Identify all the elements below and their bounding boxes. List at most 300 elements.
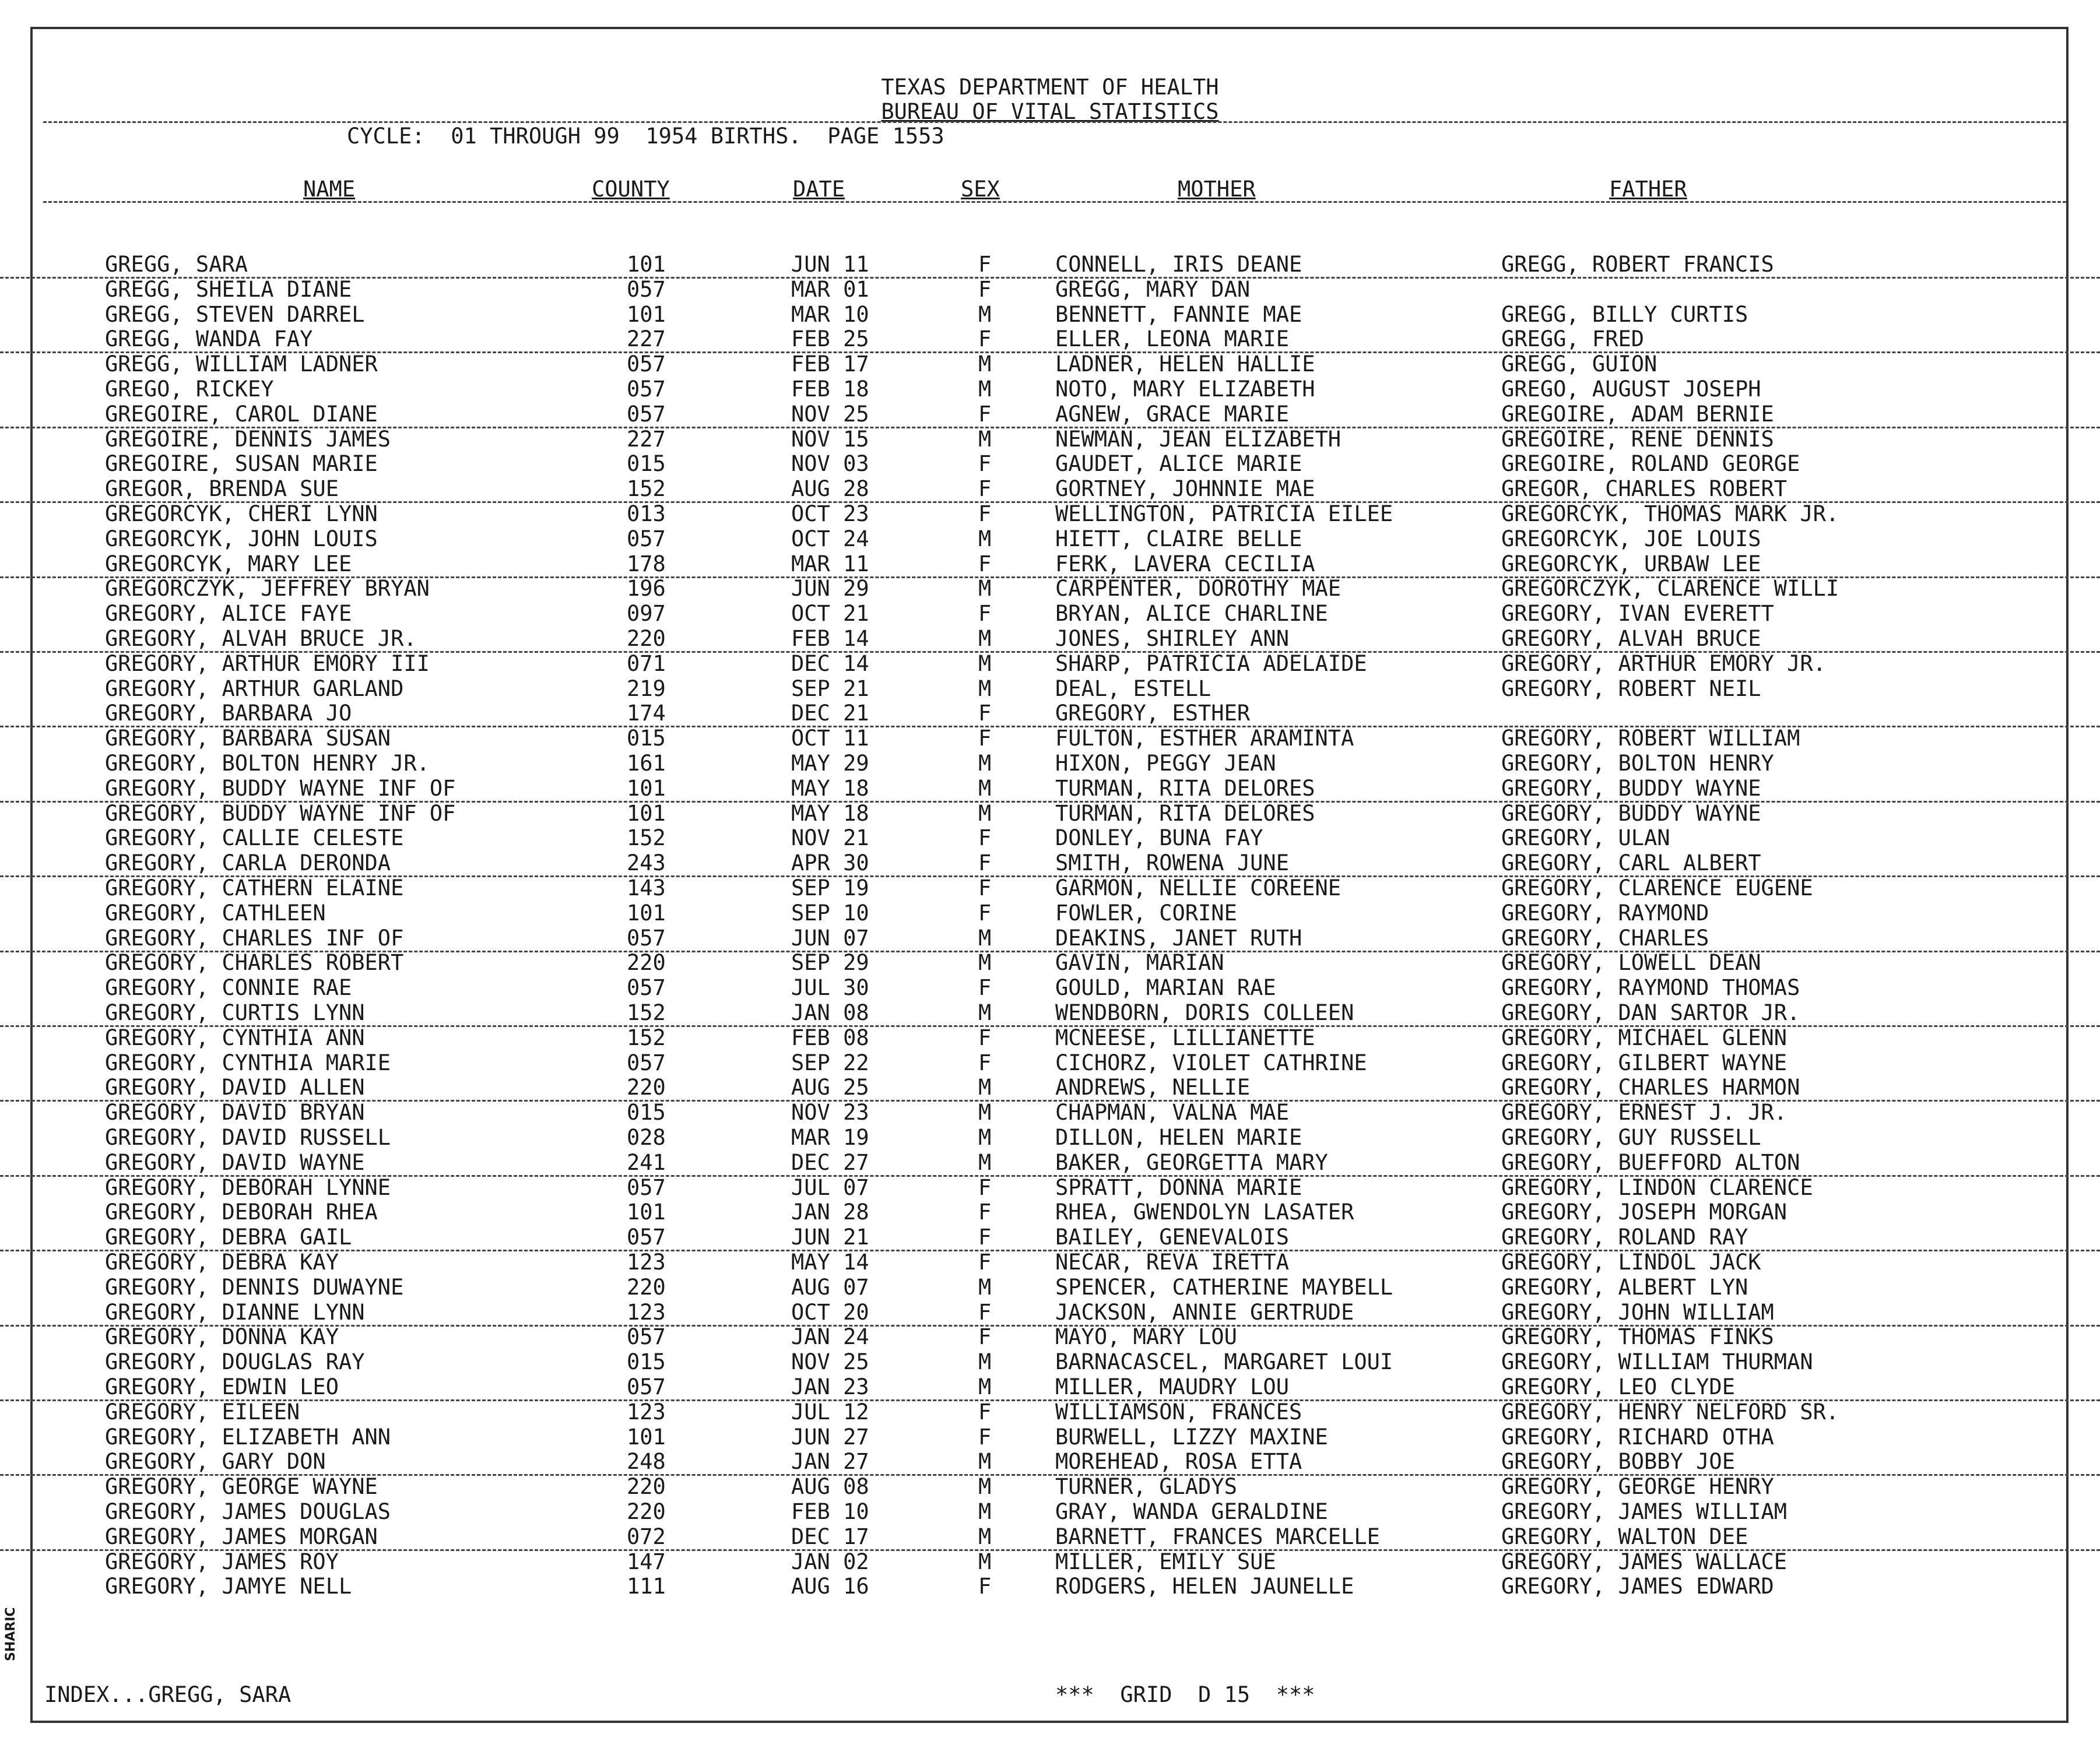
table-row <box>0 1425 2100 1450</box>
cell-date: MAR 11 <box>791 551 869 576</box>
cell-father: GREGORY, RAYMOND <box>1501 900 1709 926</box>
cell-sex: M <box>978 1374 992 1399</box>
table-row <box>0 252 2100 279</box>
table-row <box>0 476 2100 503</box>
cell-mother: GREGORY, ESTHER <box>1055 701 1251 726</box>
cell-mother: WELLINGTON, PATRICIA EILEE <box>1055 501 1393 526</box>
cell-sex: M <box>978 650 992 676</box>
cell-father: GREGORY, GEORGE HENRY <box>1501 1474 1774 1500</box>
cell-mother: MCNEESE, LILLIANETTE <box>1055 1025 1315 1050</box>
cell-mother: NECAR, REVA IRETTA <box>1055 1250 1289 1275</box>
cell-mother: WENDBORN, DORIS COLLEEN <box>1055 1000 1354 1025</box>
cell-county: 101 <box>627 800 666 826</box>
cell-date: JAN 24 <box>791 1324 869 1350</box>
cell-date: JAN 02 <box>791 1549 869 1574</box>
cell-mother: GARMON, NELLIE COREENE <box>1055 875 1342 901</box>
cell-father: GREGORY, LINDOL JACK <box>1501 1250 1761 1275</box>
cell-name: GREGORY, DAVID RUSSELL <box>105 1125 391 1150</box>
cell-sex: F <box>978 900 992 926</box>
cell-sex: M <box>978 1274 992 1300</box>
cell-mother: JACKSON, ANNIE GERTRUDE <box>1055 1299 1354 1325</box>
cell-father: GREGORY, GUY RUSSELL <box>1501 1125 1761 1150</box>
cell-name: GREGOR, BRENDA SUE <box>105 476 339 502</box>
cell-father: GREGORCYK, URBAW LEE <box>1501 551 1761 576</box>
cell-mother: CHAPMAN, VALNA MAE <box>1055 1100 1289 1126</box>
cell-mother: CARPENTER, DOROTHY MAE <box>1055 576 1342 602</box>
cell-mother: DONLEY, BUNA FAY <box>1055 825 1263 851</box>
cell-name: GREGORY, BARBARA JO <box>105 701 352 726</box>
cell-date: FEB 08 <box>791 1025 869 1050</box>
table-row <box>0 1175 2100 1200</box>
cell-father: GREGG, BILLY CURTIS <box>1501 301 1748 327</box>
cell-father: GREGORY, ARTHUR EMORY JR. <box>1501 650 1826 676</box>
cell-county: 072 <box>627 1524 666 1549</box>
cell-county: 057 <box>627 1174 666 1200</box>
table-row <box>0 1025 2100 1050</box>
cell-date: DEC 27 <box>791 1149 869 1175</box>
cell-name: GREGORCYK, CHERI LYNN <box>105 501 378 526</box>
cell-sex: M <box>978 1474 992 1500</box>
cell-county: 220 <box>627 950 666 976</box>
col-header-mother: MOTHER <box>1178 177 1256 202</box>
cell-mother: SHARP, PATRICIA ADELAIDE <box>1055 650 1367 676</box>
cell-name: GREGORY, JAMYE NELL <box>105 1574 352 1599</box>
cell-name: GREGORCZYK, JEFFREY BRYAN <box>105 576 430 602</box>
cell-name: GREGOIRE, SUSAN MARIE <box>105 451 378 477</box>
table-row <box>0 451 2100 476</box>
bureau-title: BUREAU OF VITAL STATISTICS <box>881 99 1219 124</box>
cell-date: MAY 14 <box>791 1250 869 1275</box>
table-row <box>0 776 2100 803</box>
cell-mother: JONES, SHIRLEY ANN <box>1055 626 1289 651</box>
cell-mother: GAUDET, ALICE MARIE <box>1055 451 1302 477</box>
cell-mother: BURWELL, LIZZY MAXINE <box>1055 1424 1328 1450</box>
cell-mother: RHEA, GWENDOLYN LASATER <box>1055 1200 1354 1225</box>
table-row <box>0 576 2100 601</box>
cell-name: GREGORY, CHARLES ROBERT <box>105 950 404 976</box>
cell-county: 057 <box>627 975 666 1001</box>
table-row <box>0 1324 2100 1349</box>
cell-father: GREGORY, THOMAS FINKS <box>1501 1324 1774 1350</box>
cell-date: NOV 21 <box>791 825 869 851</box>
cell-county: 057 <box>627 276 666 302</box>
cell-sex: M <box>978 1000 992 1025</box>
table-row <box>0 427 2100 452</box>
table-row <box>0 850 2100 877</box>
cell-sex: M <box>978 526 992 551</box>
cell-mother: TURMAN, RITA DELORES <box>1055 800 1315 826</box>
cell-sex: M <box>978 626 992 651</box>
cell-date: MAY 29 <box>791 751 869 776</box>
cell-mother: TURMAN, RITA DELORES <box>1055 775 1315 801</box>
cell-father: GREGG, ROBERT FRANCIS <box>1501 252 1774 277</box>
cell-father: GREGORY, ROBERT WILLIAM <box>1501 726 1800 751</box>
cell-county: 101 <box>627 775 666 801</box>
cell-mother: BARNETT, FRANCES MARCELLE <box>1055 1524 1380 1549</box>
table-row <box>0 1499 2100 1524</box>
table-row <box>0 1474 2100 1499</box>
cell-sex: M <box>978 1449 992 1475</box>
cell-mother: ELLER, LEONA MARIE <box>1055 326 1289 352</box>
cell-mother: GRAY, WANDA GERALDINE <box>1055 1499 1328 1524</box>
cell-mother: DEAKINS, JANET RUTH <box>1055 925 1302 951</box>
cell-date: JAN 28 <box>791 1200 869 1225</box>
table-row <box>0 626 2100 653</box>
cell-county: 219 <box>627 676 666 701</box>
footer-index: INDEX...GREGG, SARA <box>44 1682 292 1707</box>
cell-sex: M <box>978 751 992 776</box>
cell-mother: TURNER, GLADYS <box>1055 1474 1237 1500</box>
cell-father: GREGG, GUION <box>1501 351 1657 377</box>
cell-sex: F <box>978 1399 992 1425</box>
cell-mother: LADNER, HELEN HALLIE <box>1055 351 1315 377</box>
cell-date: MAR 19 <box>791 1125 869 1150</box>
cell-date: OCT 20 <box>791 1299 869 1325</box>
cell-name: GREGORY, CATHERN ELAINE <box>105 875 404 901</box>
table-row <box>0 825 2100 850</box>
cell-name: GREGORY, BOLTON HENRY JR. <box>105 751 430 776</box>
cell-name: GREGORY, CALLIE CELESTE <box>105 825 404 851</box>
cell-sex: M <box>978 426 992 452</box>
cell-county: 057 <box>627 401 666 427</box>
cell-name: GREGORY, JAMES MORGAN <box>105 1524 378 1549</box>
cell-date: FEB 14 <box>791 626 869 651</box>
cell-date: AUG 16 <box>791 1574 869 1599</box>
cell-date: JUN 21 <box>791 1225 869 1250</box>
cell-county: 111 <box>627 1574 666 1599</box>
cell-date: MAY 18 <box>791 800 869 826</box>
cell-name: GREGG, STEVEN DARREL <box>105 301 365 327</box>
cell-date: SEP 10 <box>791 900 869 926</box>
cell-mother: HIETT, CLAIRE BELLE <box>1055 526 1302 551</box>
cell-name: GREGOIRE, CAROL DIANE <box>105 401 378 427</box>
cell-name: GREGORY, CHARLES INF OF <box>105 925 404 951</box>
cell-county: 013 <box>627 501 666 526</box>
cell-mother: FULTON, ESTHER ARAMINTA <box>1055 726 1354 751</box>
cell-father: GREGORY, ROLAND RAY <box>1501 1225 1748 1250</box>
cell-father: GREGORY, IVAN EVERETT <box>1501 601 1774 627</box>
table-row <box>0 701 2100 727</box>
cell-county: 220 <box>627 1474 666 1500</box>
cell-mother: GORTNEY, JOHNNIE MAE <box>1055 476 1315 502</box>
cell-sex: F <box>978 1174 992 1200</box>
cell-county: 152 <box>627 1025 666 1050</box>
cell-date: JUL 12 <box>791 1399 869 1425</box>
cell-mother: GREGG, MARY DAN <box>1055 276 1251 302</box>
cell-county: 152 <box>627 476 666 502</box>
cell-name: GREGORY, BUDDY WAYNE INF OF <box>105 775 456 801</box>
cell-date: MAR 01 <box>791 276 869 302</box>
table-row <box>0 302 2100 327</box>
table-row <box>0 501 2100 526</box>
table-row <box>0 277 2100 302</box>
cell-date: SEP 22 <box>791 1050 869 1075</box>
cell-sex: F <box>978 1225 992 1250</box>
side-label: SHARIC <box>3 1607 18 1661</box>
cell-sex: M <box>978 676 992 701</box>
cell-county: 178 <box>627 551 666 576</box>
cell-sex: F <box>978 451 992 477</box>
cell-name: GREGORCYK, MARY LEE <box>105 551 352 576</box>
cell-name: GREGG, SHEILA DIANE <box>105 276 352 302</box>
cell-mother: MILLER, MAUDRY LOU <box>1055 1374 1289 1399</box>
cell-father: GREGORY, CARL ALBERT <box>1501 850 1761 876</box>
cell-county: 220 <box>627 1499 666 1524</box>
cell-mother: FERK, LAVERA CECILIA <box>1055 551 1315 576</box>
cell-sex: M <box>978 1349 992 1375</box>
cell-mother: DEAL, ESTELL <box>1055 676 1211 701</box>
cell-sex: M <box>978 1149 992 1175</box>
cell-sex: M <box>978 1075 992 1100</box>
table-row <box>0 1300 2100 1327</box>
cell-name: GREGORY, DEBORAH LYNNE <box>105 1174 391 1200</box>
cell-mother: BAILEY, GENEVALOIS <box>1055 1225 1289 1250</box>
cell-county: 227 <box>627 426 666 452</box>
table-row <box>0 1549 2100 1574</box>
cell-name: GREGORY, GEORGE WAYNE <box>105 1474 378 1500</box>
cell-county: 101 <box>627 301 666 327</box>
cell-county: 057 <box>627 351 666 377</box>
cell-name: GREGORY, ARTHUR EMORY III <box>105 650 430 676</box>
cell-date: JAN 23 <box>791 1374 869 1399</box>
cell-name: GREGORY, ELIZABETH ANN <box>105 1424 391 1450</box>
cell-father: GREGORY, MICHAEL GLENN <box>1501 1025 1788 1050</box>
cell-county: 220 <box>627 1075 666 1100</box>
cell-county: 227 <box>627 326 666 352</box>
table-row <box>0 377 2100 402</box>
cell-county: 101 <box>627 1200 666 1225</box>
cell-date: JUN 29 <box>791 576 869 602</box>
cell-name: GREGORY, CYNTHIA MARIE <box>105 1050 391 1075</box>
cell-father: GREGORY, GILBERT WAYNE <box>1501 1050 1788 1075</box>
table-row <box>0 326 2100 353</box>
cell-name: GREGORY, DIANNE LYNN <box>105 1299 365 1325</box>
cell-mother: BARNACASCEL, MARGARET LOUI <box>1055 1349 1393 1375</box>
cell-father: GREGORY, CHARLES HARMON <box>1501 1075 1800 1100</box>
cell-sex: F <box>978 850 992 876</box>
cell-sex: F <box>978 975 992 1001</box>
cell-date: FEB 10 <box>791 1499 869 1524</box>
cell-date: NOV 23 <box>791 1100 869 1126</box>
cell-sex: M <box>978 351 992 377</box>
cell-date: JUL 30 <box>791 975 869 1001</box>
cell-county: 057 <box>627 377 666 402</box>
cell-father: GREGORY, CLARENCE EUGENE <box>1501 875 1813 901</box>
cell-father: GREGOR, CHARLES ROBERT <box>1501 476 1788 502</box>
cell-sex: F <box>978 601 992 627</box>
table-row <box>0 601 2100 626</box>
cell-sex: M <box>978 576 992 602</box>
cell-sex: M <box>978 950 992 976</box>
cell-father: GREGORY, BUEFFORD ALTON <box>1501 1149 1800 1175</box>
cell-father: GREGORY, ALBERT LYN <box>1501 1274 1748 1300</box>
cell-father: GREGORCYK, JOE LOUIS <box>1501 526 1761 551</box>
table-row <box>0 1075 2100 1102</box>
table-row <box>0 351 2100 377</box>
cell-mother: HIXON, PEGGY JEAN <box>1055 751 1276 776</box>
cell-date: DEC 21 <box>791 701 869 726</box>
cell-sex: F <box>978 1200 992 1225</box>
cell-father: GREGG, FRED <box>1501 326 1645 352</box>
cell-father: GREGORY, ULAN <box>1501 825 1670 851</box>
cell-county: 196 <box>627 576 666 602</box>
cell-father: GREGOIRE, ADAM BERNIE <box>1501 401 1774 427</box>
cell-date: NOV 25 <box>791 401 869 427</box>
cell-date: FEB 25 <box>791 326 869 352</box>
table-row <box>0 1574 2100 1599</box>
cell-name: GREGG, WILLIAM LADNER <box>105 351 378 377</box>
table-row <box>0 551 2100 578</box>
cell-mother: MAYO, MARY LOU <box>1055 1324 1237 1350</box>
cell-county: 143 <box>627 875 666 901</box>
cell-father: GREGORY, JOHN WILLIAM <box>1501 1299 1774 1325</box>
cell-name: GREGORY, JAMES ROY <box>105 1549 339 1574</box>
cell-father: GREGORCZYK, CLARENCE WILLI <box>1501 576 1839 602</box>
cell-father: GREGORY, BUDDY WAYNE <box>1501 775 1761 801</box>
cell-father: GREGORY, WILLIAM THURMAN <box>1501 1349 1813 1375</box>
cell-county: 147 <box>627 1549 666 1574</box>
col-header-father: FATHER <box>1609 177 1687 202</box>
cell-county: 152 <box>627 1000 666 1025</box>
cell-father: GREGORY, RICHARD OTHA <box>1501 1424 1774 1450</box>
table-row <box>0 950 2100 975</box>
cell-county: 243 <box>627 850 666 876</box>
col-header-county: COUNTY <box>592 177 670 202</box>
table-row <box>0 651 2100 676</box>
cell-name: GREGORCYK, JOHN LOUIS <box>105 526 378 551</box>
cell-sex: F <box>978 1324 992 1350</box>
cell-father: GREGORY, BOBBY JOE <box>1501 1449 1735 1475</box>
cell-name: GREGORY, CATHLEEN <box>105 900 326 926</box>
cell-father: GREGORY, JAMES WALLACE <box>1501 1549 1788 1574</box>
table-row <box>0 1349 2100 1374</box>
cell-sex: F <box>978 1574 992 1599</box>
table-row <box>0 1200 2100 1225</box>
cell-mother: DILLON, HELEN MARIE <box>1055 1125 1302 1150</box>
cell-sex: F <box>978 1050 992 1075</box>
column-rule <box>43 201 2066 203</box>
cell-county: 015 <box>627 726 666 751</box>
cell-name: GREGORY, DENNIS DUWAYNE <box>105 1274 404 1300</box>
cell-sex: F <box>978 401 992 427</box>
cell-county: 123 <box>627 1399 666 1425</box>
cell-name: GREGORY, DAVID WAYNE <box>105 1149 365 1175</box>
cell-mother: CONNELL, IRIS DEANE <box>1055 252 1302 277</box>
cell-name: GREGORY, ALVAH BRUCE JR. <box>105 626 417 651</box>
cell-father: GREGORY, HENRY NELFORD SR. <box>1501 1399 1839 1425</box>
cell-date: FEB 18 <box>791 377 869 402</box>
cell-county: 152 <box>627 825 666 851</box>
cell-name: GREGO, RICKEY <box>105 377 274 402</box>
cell-county: 057 <box>627 925 666 951</box>
cell-father: GREGORY, LEO CLYDE <box>1501 1374 1735 1399</box>
cell-name: GREGORY, DEBORAH RHEA <box>105 1200 378 1225</box>
cell-county: 220 <box>627 1274 666 1300</box>
cell-name: GREGORY, DONNA KAY <box>105 1324 339 1350</box>
cell-date: SEP 21 <box>791 676 869 701</box>
cell-mother: WILLIAMSON, FRANCES <box>1055 1399 1302 1425</box>
cell-sex: F <box>978 1025 992 1050</box>
cell-county: 071 <box>627 650 666 676</box>
cell-date: AUG 08 <box>791 1474 869 1500</box>
cell-county: 101 <box>627 252 666 277</box>
cell-sex: M <box>978 1499 992 1524</box>
cell-date: AUG 28 <box>791 476 869 502</box>
cell-name: GREGORY, DEBRA KAY <box>105 1250 339 1275</box>
cell-sex: F <box>978 551 992 576</box>
cell-father: GREGORY, BUDDY WAYNE <box>1501 800 1761 826</box>
cell-date: AUG 07 <box>791 1274 869 1300</box>
cell-date: DEC 14 <box>791 650 869 676</box>
table-row <box>0 676 2100 701</box>
cell-date: OCT 21 <box>791 601 869 627</box>
cell-mother: AGNEW, GRACE MARIE <box>1055 401 1289 427</box>
cell-date: FEB 17 <box>791 351 869 377</box>
table-row <box>0 1000 2100 1027</box>
cell-sex: M <box>978 1125 992 1150</box>
cell-sex: F <box>978 701 992 726</box>
cell-county: 028 <box>627 1125 666 1150</box>
cycle-line: CYCLE: 01 THROUGH 99 1954 BIRTHS. PAGE 1553 <box>347 124 944 149</box>
cell-father: GREGORY, CHARLES <box>1501 925 1709 951</box>
table-row <box>0 1225 2100 1251</box>
cell-date: OCT 24 <box>791 526 869 551</box>
cell-mother: SMITH, ROWENA JUNE <box>1055 850 1289 876</box>
cell-date: NOV 25 <box>791 1349 869 1375</box>
cell-sex: F <box>978 825 992 851</box>
cell-date: JUL 07 <box>791 1174 869 1200</box>
cell-county: 101 <box>627 900 666 926</box>
cell-father: GREGORY, JAMES EDWARD <box>1501 1574 1774 1599</box>
cell-father: GREGO, AUGUST JOSEPH <box>1501 377 1761 402</box>
cell-father: GREGORY, WALTON DEE <box>1501 1524 1748 1549</box>
cell-sex: F <box>978 501 992 526</box>
cell-father: GREGORY, BOLTON HENRY <box>1501 751 1774 776</box>
cell-county: 174 <box>627 701 666 726</box>
cell-sex: M <box>978 800 992 826</box>
table-row <box>0 926 2100 952</box>
cell-father: GREGORCYK, THOMAS MARK JR. <box>1501 501 1839 526</box>
cell-name: GREGORY, DAVID BRYAN <box>105 1100 365 1126</box>
cell-father: GREGORY, JAMES WILLIAM <box>1501 1499 1788 1524</box>
cell-county: 057 <box>627 1050 666 1075</box>
cell-county: 015 <box>627 1349 666 1375</box>
cell-name: GREGORY, DEBRA GAIL <box>105 1225 352 1250</box>
cell-date: APR 30 <box>791 850 869 876</box>
cell-date: JAN 27 <box>791 1449 869 1475</box>
cell-date: JUN 27 <box>791 1424 869 1450</box>
table-row <box>0 1150 2100 1177</box>
cell-date: DEC 17 <box>791 1524 869 1549</box>
cell-date: JUN 07 <box>791 925 869 951</box>
cell-father: GREGORY, RAYMOND THOMAS <box>1501 975 1800 1001</box>
col-header-date: DATE <box>793 177 845 202</box>
cell-sex: F <box>978 1424 992 1450</box>
cell-sex: M <box>978 1524 992 1549</box>
cell-mother: GOULD, MARIAN RAE <box>1055 975 1276 1001</box>
cell-name: GREGORY, DAVID ALLEN <box>105 1075 365 1100</box>
cell-date: MAR 10 <box>791 301 869 327</box>
cell-mother: MILLER, EMILY SUE <box>1055 1549 1276 1574</box>
cell-county: 123 <box>627 1250 666 1275</box>
cell-date: NOV 03 <box>791 451 869 477</box>
cell-name: GREGORY, JAMES DOUGLAS <box>105 1499 391 1524</box>
cell-sex: M <box>978 1100 992 1126</box>
cell-father: GREGORY, ERNEST J. JR. <box>1501 1100 1788 1126</box>
cell-name: GREGORY, CURTIS LYNN <box>105 1000 365 1025</box>
cell-date: AUG 25 <box>791 1075 869 1100</box>
cell-county: 123 <box>627 1299 666 1325</box>
